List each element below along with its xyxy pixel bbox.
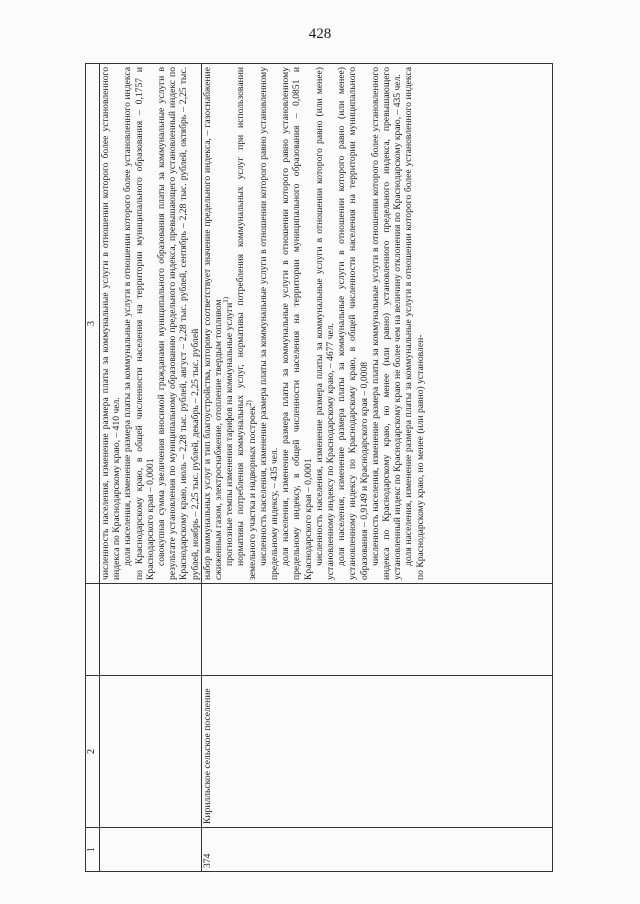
indicator-paragraph: доля населения, изменение размера платы за коммунальные услуги в отношении которого равно установленному предельному индексу, в общей численности населения на территории муниципального образования – 0,0851 и Краснодарского края – 0,0001 xyxy=(280,67,314,580)
indicator-paragraph: численность населения, изменение размера платы за коммунальные услуги в отношении которого более установленного индекса по Краснодарскому краю, – 410 чел. xyxy=(100,67,123,580)
indicator-paragraph: численность населения, изменение размера платы за коммунальные услуги в отношении которого равно (или менее) установленному индексу по Краснодарскому краю, – 4677 чел. xyxy=(313,67,337,580)
table-row-374 xyxy=(201,64,552,872)
indicator-paragraph: численность населения, изменение размера платы за коммунальные услуги в отношении которого равно установленному предельному индексу, – 435 чел. xyxy=(257,67,281,580)
cell-indicators xyxy=(100,64,202,584)
cell-empty xyxy=(100,584,202,676)
indicator-paragraph: доля населения, изменение размера платы за коммунальные услуги в отношении которого более установленного индекса по Краснодарскому краю, в общей численности населения на территории муниципального образования – 0,1757 и Краснодарского края – 0,0001 xyxy=(122,67,156,580)
cell-number: 374 xyxy=(201,828,552,872)
cell-empty xyxy=(201,584,552,676)
forecast-text: прогнозные темпы изменения тарифов на коммунальные услуги xyxy=(224,302,236,566)
header-col-1: 1 xyxy=(86,828,100,872)
cell-number xyxy=(100,828,202,872)
header-col-4: 3 xyxy=(86,64,100,584)
rotated-table-container xyxy=(85,64,555,872)
indicator-paragraph: численность населения, изменение размера платы за коммунальные услуги в отношении которого более установленного индекса по Краснодарскому краю, но менее (или равно) установленного предельного индекса, превышающего установленный индекс по Краснодарскому краю не более чем на величину отклонения по Краснодарскому краю, – 435 чел. xyxy=(369,67,404,580)
cell-settlement xyxy=(100,676,202,828)
page-number: 428 xyxy=(308,26,332,42)
footnote-mark: 1) xyxy=(222,296,231,303)
indicator-paragraph: совокупная сумма увеличения вносимой гражданами муниципального образования платы за коммунальные услуги в результате установления по муниципальному образованию предельного индекса, превышающего установленный индекс по Краснодарскому краю, июль – 2,28 тыс. рублей, август – 2,28 тыс. рублей, сентябрь – 2,28 тыс. рублей, октябрь – 2,25 тыс. рублей, ноябрь – 2,25 тыс. рублей, декабрь – 2,25 тыс. рублей xyxy=(156,67,201,580)
indicator-paragraph: набор коммунальных услуг и тип благоустройства, которому соответствует значение предельного индекса, – газоснабжение сжиженным газом, электроснабжение, отопление твердым топливом xyxy=(201,67,225,580)
header-row xyxy=(86,64,100,872)
indicator-paragraph xyxy=(224,67,235,580)
norms-text: нормативы потребления коммунальных услуг, нормативы потребления коммунальных услуг при использовании земельного участка и надворных построек xyxy=(235,67,258,580)
cell-settlement: Кирилльское сельское поселение xyxy=(201,676,552,828)
footnote-mark: 2) xyxy=(244,400,253,407)
cell-indicators xyxy=(201,64,552,584)
data-table xyxy=(85,63,553,872)
table-frame xyxy=(85,64,555,872)
table-row-continuation xyxy=(100,64,202,872)
indicator-paragraph: доля населения, изменение размера платы за коммунальные услуги в отношении которого равно (или менее) установленному индексу по Краснодарскому краю, в общей численности населения на территории муниципального образования – 0,9149 и Краснодарского края – 0,0008 xyxy=(336,67,370,580)
indicator-paragraph xyxy=(235,67,257,580)
header-col-2: 2 xyxy=(86,676,100,828)
header-col-3 xyxy=(86,584,100,676)
indicator-paragraph: доля населения, изменение размера платы за коммунальные услуги в отношении которого более установленного индекса по Краснодарскому краю, но менее (или равно) установлен- xyxy=(403,67,426,580)
